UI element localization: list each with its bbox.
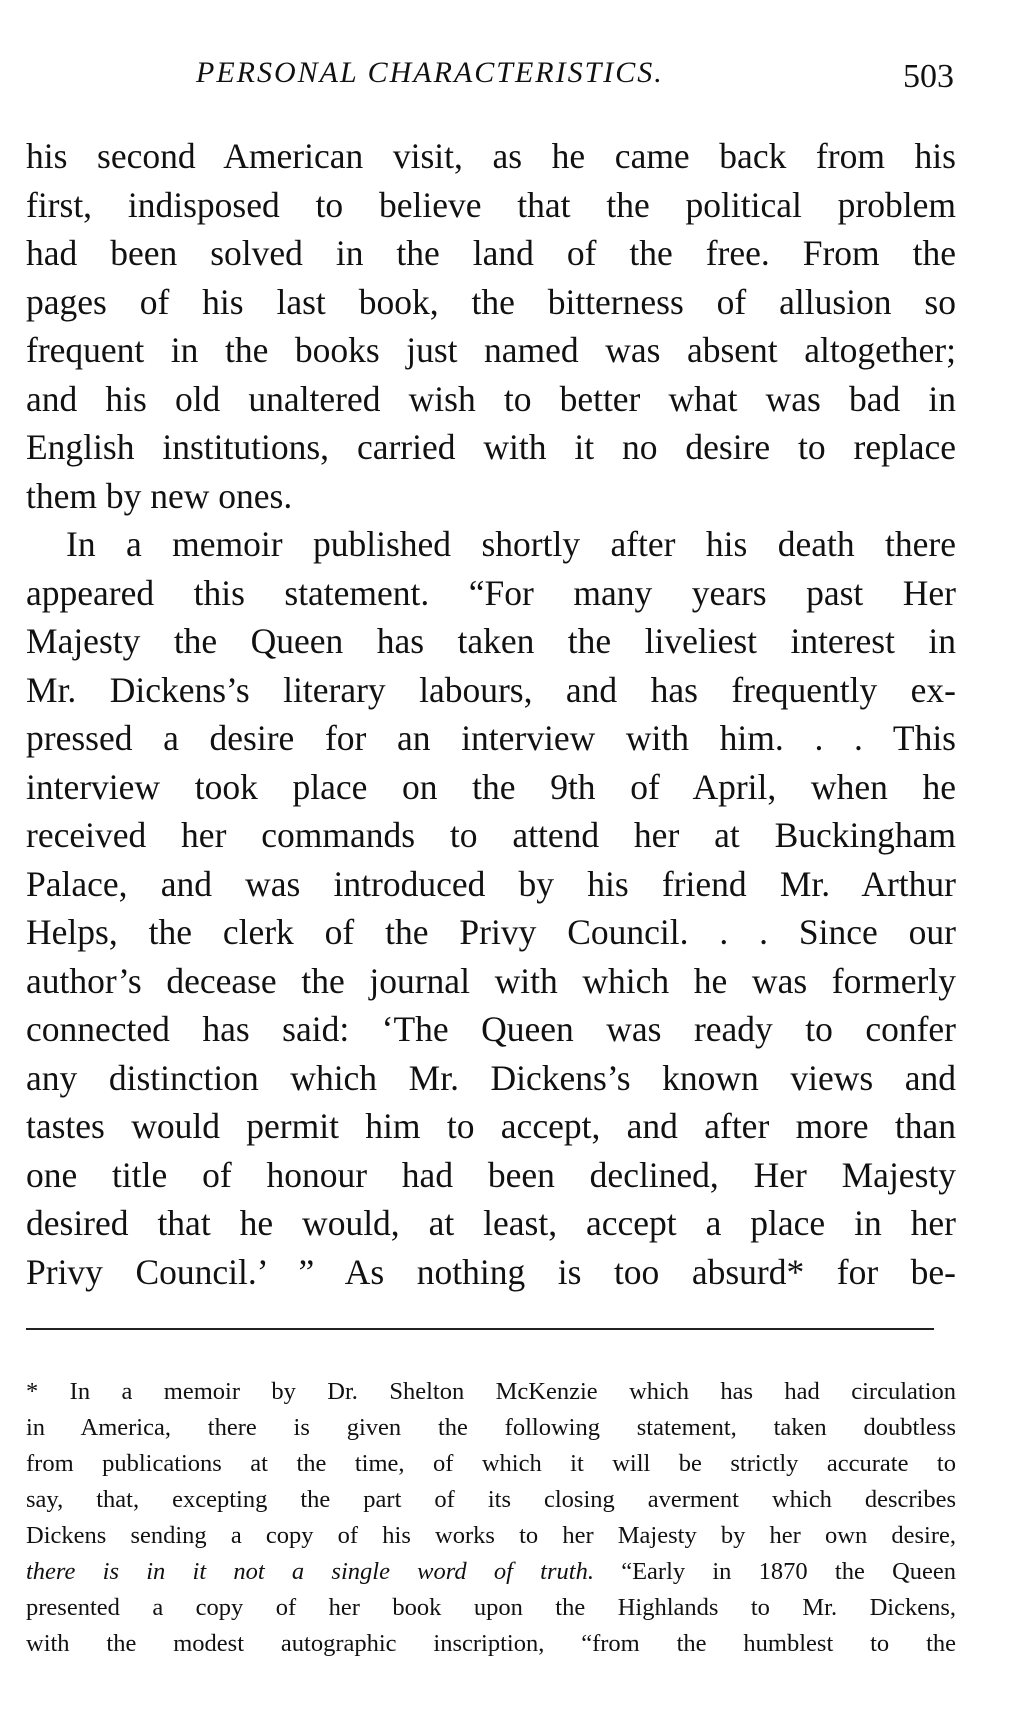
text-line: his second American visit, as he came back from his	[26, 136, 956, 176]
body-text	[26, 132, 956, 1296]
footnote-divider	[26, 1328, 934, 1330]
text-line: pressed a desire for an interview with him. . . This	[26, 718, 956, 758]
text-line: In a memoir published shortly after his death there	[66, 524, 956, 564]
footnote-line: with the modest autographic inscription, “from the humblest to the	[26, 1630, 956, 1657]
text-line: first, indisposed to believe that the political problem	[26, 184, 956, 225]
text-line: author’s decease the journal with which he was formerly	[26, 960, 956, 1001]
footnote-line: * In a memoir by Dr. Shelton McKenzie which has had circulation	[26, 1378, 956, 1405]
page-number: 503	[903, 58, 954, 95]
text-line: Privy Council.’ ” As nothing is too absurd* for be-	[26, 1251, 956, 1292]
text-line: English institutions, carried with it no desire to replace	[26, 427, 956, 467]
text-line: and his old unaltered wish to better what was bad in	[26, 378, 956, 419]
text-line: interview took place on the 9th of April, when he	[26, 766, 956, 807]
text-line: tastes would permit him to accept, and after more than	[26, 1106, 956, 1146]
text-line: had been solved in the land of the free. From the	[26, 233, 956, 273]
text-line: received her commands to attend her at Buckingham	[26, 815, 956, 855]
running-head	[24, 52, 954, 96]
text-line: connected has said: ‘The Queen was ready to confer	[26, 1009, 956, 1049]
footnote-line: from publications at the time, of which it will be strictly accurate to	[26, 1450, 956, 1477]
text-line: frequent in the books just named was absent altogether;	[26, 330, 956, 370]
text-line: pages of his last book, the bitterness of allusion so	[26, 281, 956, 322]
text-line: Helps, the clerk of the Privy Council. . . Since our	[26, 912, 956, 952]
text-line: any distinction which Mr. Dickens’s known views and	[26, 1057, 956, 1098]
text-line: Majesty the Queen has taken the liveliest interest in	[26, 621, 956, 661]
text-line: appeared this statement. “For many years past Her	[26, 572, 956, 613]
footnote-line: Dickens sending a copy of his works to her Majesty by her own desire,	[26, 1522, 956, 1549]
text-line: Palace, and was introduced by his friend Mr. Arthur	[26, 863, 956, 904]
text-line: one title of honour had been declined, Her Majesty	[26, 1154, 956, 1195]
text-line: them by new ones.	[26, 475, 293, 516]
footnote-line-rest: “Early in 1870 the Queen	[621, 1558, 957, 1585]
footnote-emphasis: there is in it not a single word of truth.	[26, 1558, 594, 1585]
text-line: Mr. Dickens’s literary labours, and has frequently ex-	[26, 669, 956, 710]
footnote	[26, 1374, 956, 1662]
footnote-line: in America, there is given the following statement, taken doubtless	[26, 1414, 956, 1441]
text-line: desired that he would, at least, accept a place in her	[26, 1203, 956, 1243]
footnote-line: say, that, excepting the part of its closing averment which describes	[26, 1486, 956, 1513]
footnote-line: presented a copy of her book upon the Highlands to Mr. Dickens,	[26, 1594, 956, 1621]
running-title: PERSONAL CHARACTERISTICS.	[196, 56, 664, 89]
footnote-line	[26, 1554, 956, 1590]
